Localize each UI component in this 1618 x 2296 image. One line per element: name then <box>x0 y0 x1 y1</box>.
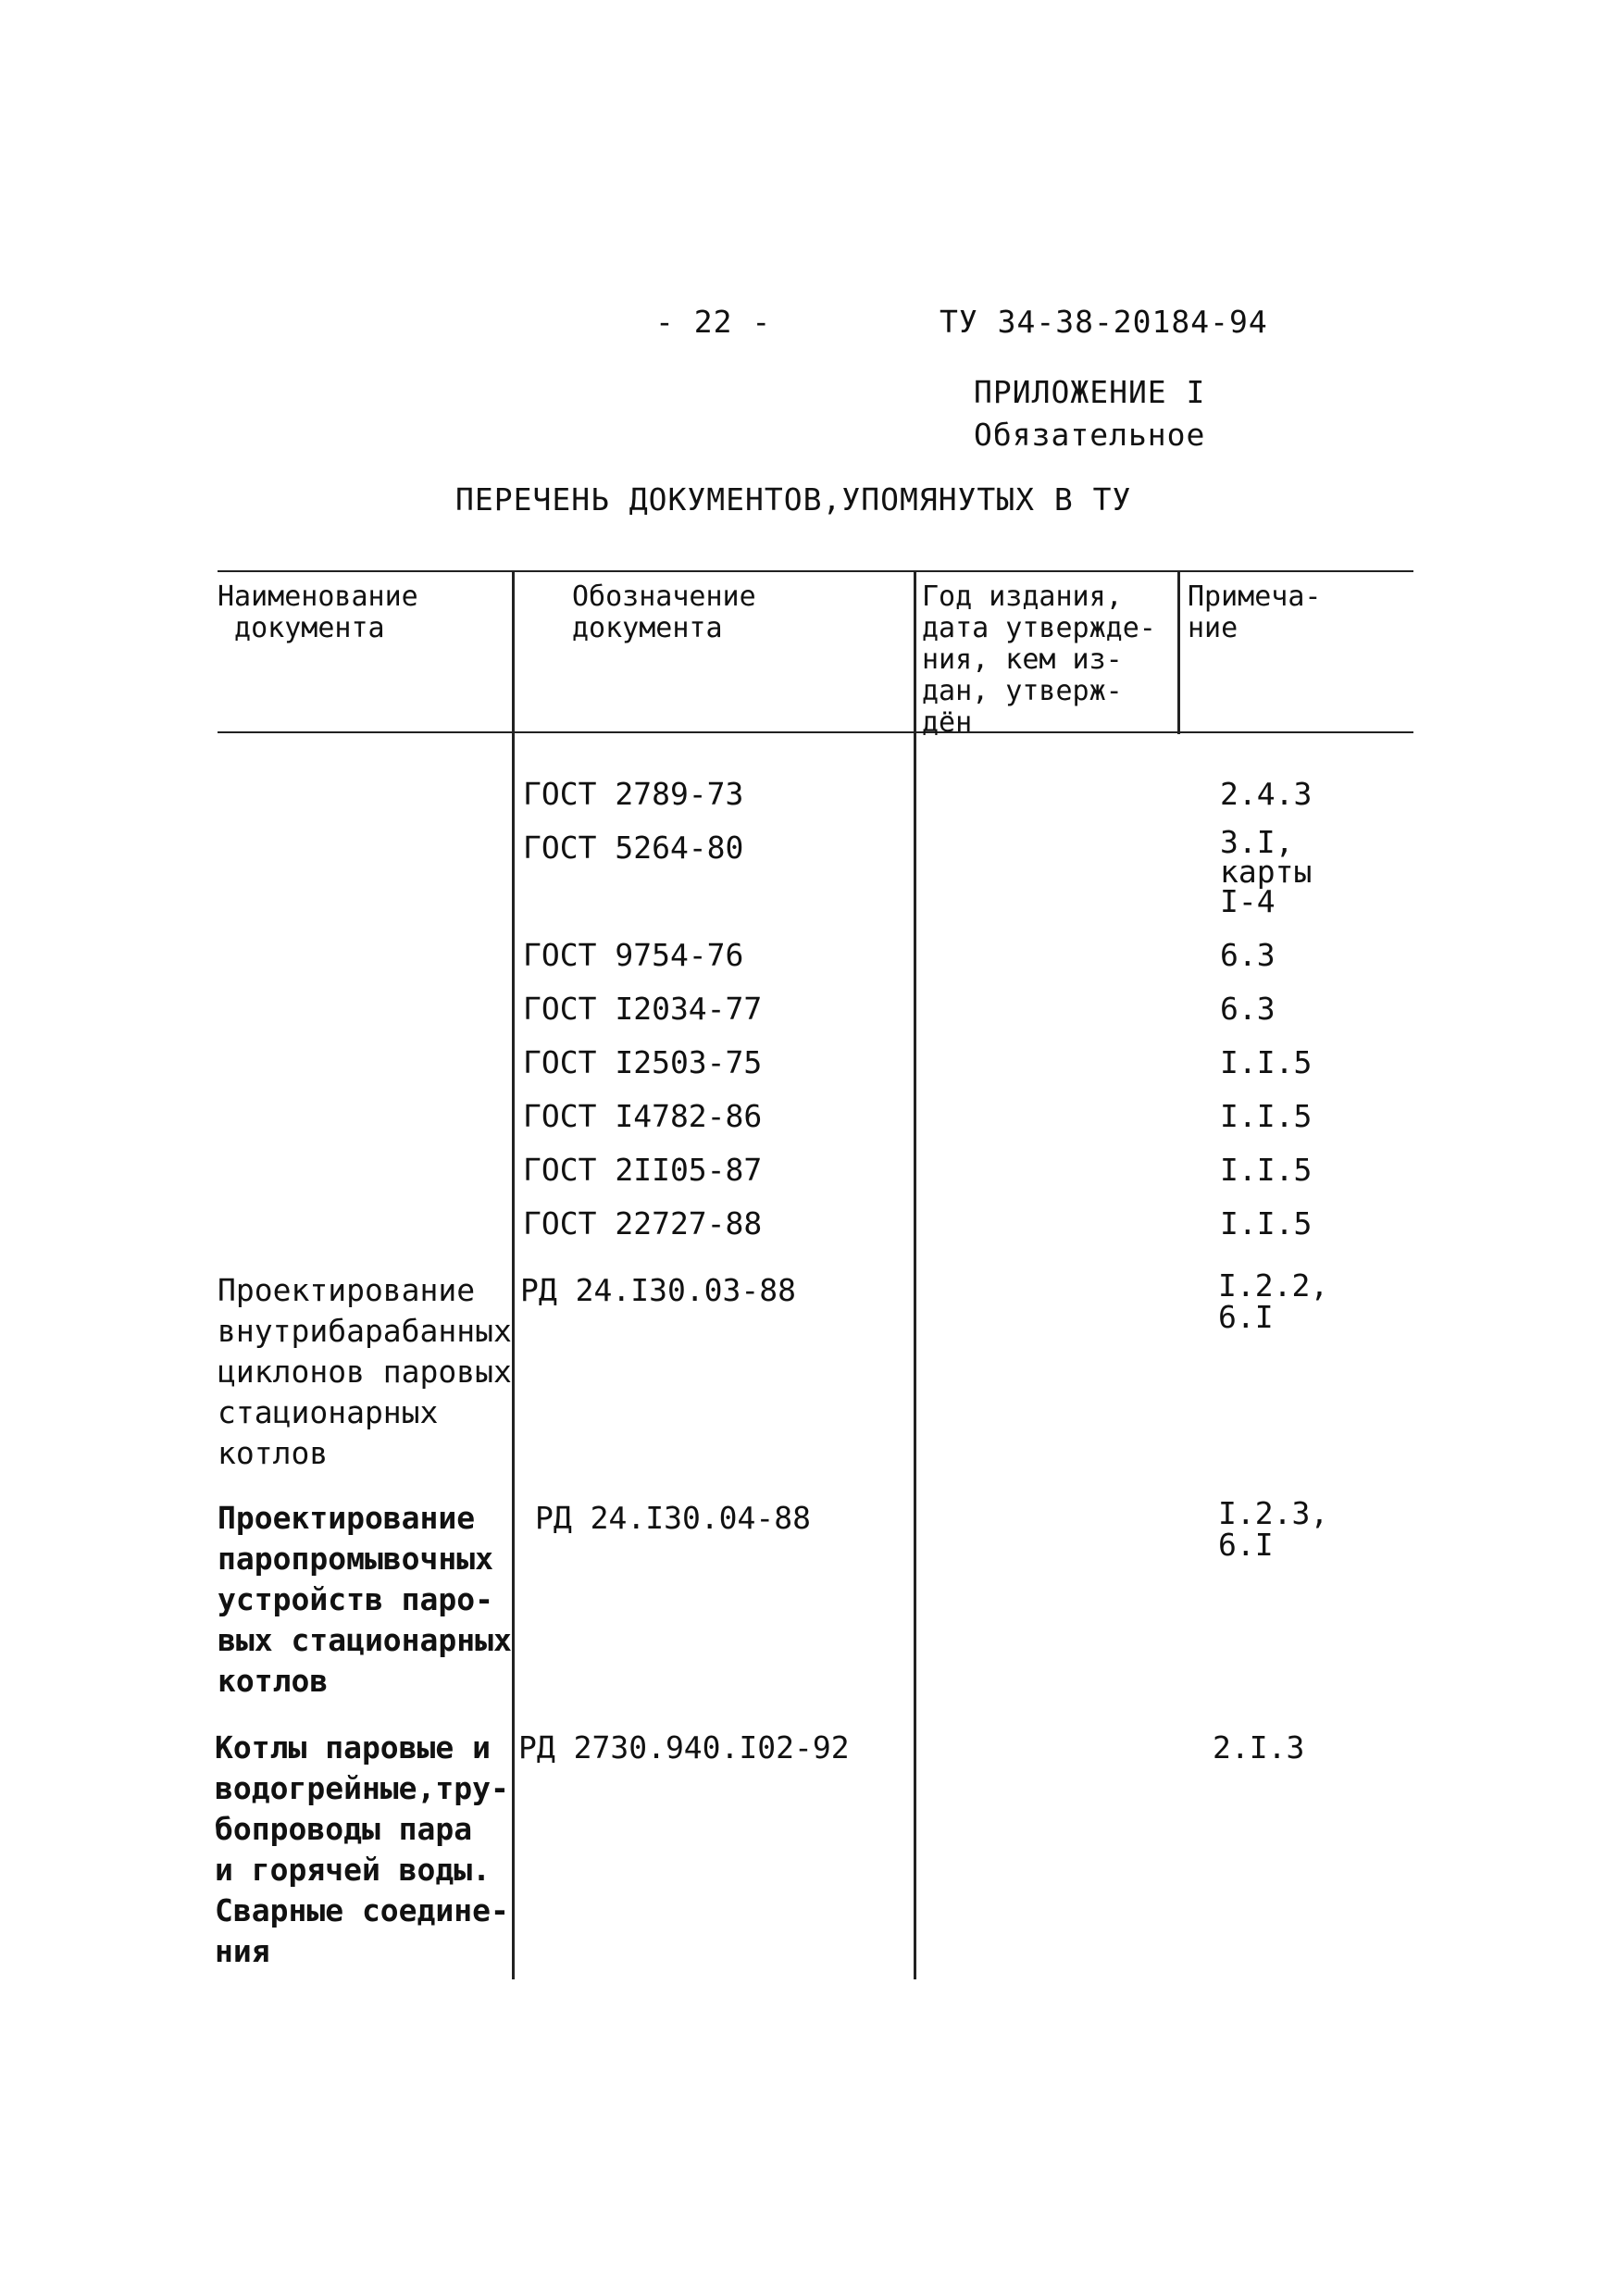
note-cell: I.I.5 <box>1220 1152 1313 1188</box>
appendix-type: Обязательное <box>974 417 1206 453</box>
column-divider <box>512 572 515 1979</box>
column-header-note: Примеча- ние <box>1188 580 1322 644</box>
document-code: ТУ 34-38-20184-94 <box>940 304 1268 340</box>
designation-cell: ГОСТ I2034-77 <box>523 991 763 1027</box>
note-cell: 2.I.3 <box>1213 1729 1305 1766</box>
note-cell: I.2.3, 6.I <box>1218 1495 1329 1563</box>
table-header-rule <box>218 731 1413 733</box>
note-cell: I.I.5 <box>1220 1044 1313 1080</box>
appendix-label: ПРИЛОЖЕНИЕ I <box>974 374 1206 410</box>
note-cell: 2.4.3 <box>1220 776 1313 812</box>
designation-cell: РД 24.I30.03-88 <box>520 1272 797 1308</box>
column-divider <box>1177 572 1180 734</box>
page-number: - 22 - <box>655 304 772 340</box>
note-cell: 6.3 <box>1220 991 1276 1027</box>
designation-cell: ГОСТ I4782-86 <box>523 1098 763 1134</box>
designation-cell: ГОСТ 2789-73 <box>523 776 744 812</box>
column-divider <box>914 572 916 1979</box>
designation-cell: ГОСТ 5264-80 <box>523 830 744 866</box>
note-cell: 6.3 <box>1220 937 1276 973</box>
designation-cell: ГОСТ 22727-88 <box>523 1205 763 1242</box>
designation-cell: ГОСТ 2II05-87 <box>523 1152 763 1188</box>
designation-cell: ГОСТ 9754-76 <box>523 937 744 973</box>
note-cell: I.I.5 <box>1220 1205 1313 1242</box>
name-cell: Проектирование паропромывочных устройств паро- вых стационарных котлов <box>218 1500 512 1699</box>
table-top-rule <box>218 570 1413 572</box>
designation-cell: РД 2730.940.I02-92 <box>518 1729 850 1766</box>
name-cell: Проектирование внутрибарабанных циклонов паровых стационарных котлов <box>218 1272 512 1471</box>
note-cell: 3.I, карты I-4 <box>1220 824 1313 919</box>
column-header-name: Наименование документа <box>218 580 418 644</box>
column-header-year: Год издания, дата утвержде- ния, кем из- дан, утверж- дён <box>922 580 1156 739</box>
designation-cell: ГОСТ I2503-75 <box>523 1044 763 1080</box>
note-cell: I.I.5 <box>1220 1098 1313 1134</box>
designation-cell: РД 24.I30.04-88 <box>535 1500 812 1536</box>
column-header-designation: Обозначение документа <box>572 580 756 644</box>
name-cell: Котлы паровые и водогрейные,тру- бопроводы пара и горячей воды. Сварные соедине- ния <box>215 1729 509 1969</box>
page-title: ПЕРЕЧЕНЬ ДОКУМЕНТОВ,УПОМЯНУТЫХ В ТУ <box>455 481 1132 518</box>
note-cell: I.2.2, 6.I <box>1218 1267 1329 1335</box>
